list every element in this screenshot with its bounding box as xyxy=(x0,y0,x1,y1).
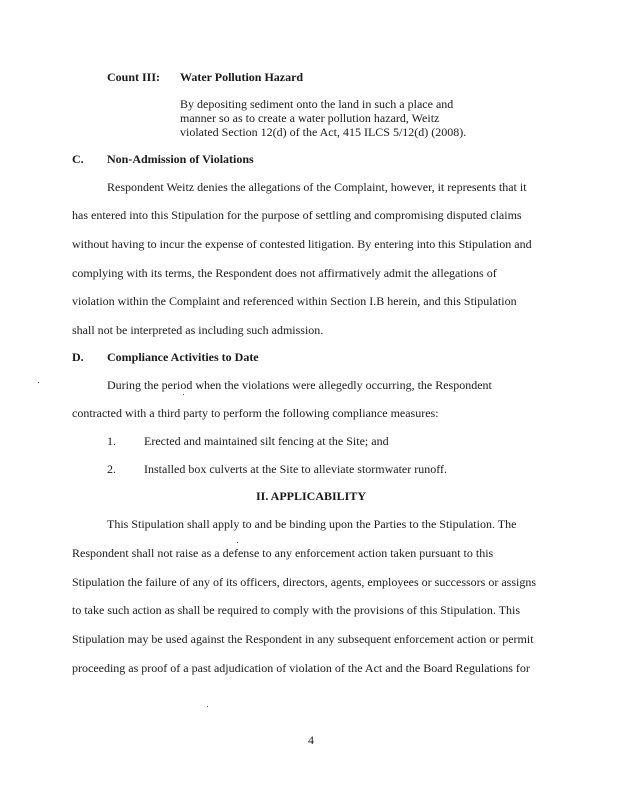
section-c-line: shall not be interpreted as including such admission. xyxy=(72,323,324,337)
section-ii-line: Stipulation the failure of any of its officers, directors, agents, employees or successors or assigns xyxy=(72,575,536,589)
scan-speck xyxy=(38,382,39,383)
list-item-number: 2. xyxy=(107,462,116,476)
list-item-number: 1. xyxy=(107,434,116,448)
section-ii-line: Stipulation may be used against the Respondent in any subsequent enforcement action or permit xyxy=(72,632,534,646)
count-label: Count III: xyxy=(107,70,161,84)
section-c-line: without having to incur the expense of contested litigation. By entering into this Stipulation and xyxy=(72,237,532,251)
section-ii-line: proceeding as proof of a past adjudication of violation of the Act and the Board Regulations for xyxy=(72,661,530,675)
section-ii-line: This Stipulation shall apply to and be binding upon the Parties to the Stipulation. The xyxy=(107,517,517,531)
section-ii-line: to take such action as shall be required to comply with the provisions of this Stipulation. This xyxy=(72,603,521,617)
scan-speck xyxy=(207,706,208,707)
list-item-text: Installed box culverts at the Site to alleviate stormwater runoff. xyxy=(144,462,448,476)
section-d-letter: D. xyxy=(72,350,84,364)
list-item-text: Erected and maintained silt fencing at the Site; and xyxy=(144,434,389,448)
scan-speck xyxy=(237,542,238,543)
count-body-line: violated Section 12(d) of the Act, 415 ILCS 5/12(d) (2008). xyxy=(180,125,467,139)
section-c-line: violation within the Complaint and referenced within Section I.B herein, and this Stipulation xyxy=(72,294,517,308)
count-body-line: manner so as to create a water pollution hazard, Weitz xyxy=(180,111,440,125)
section-d-heading: Compliance Activities to Date xyxy=(107,350,259,364)
section-c-line: Respondent Weitz denies the allegations of the Complaint, however, it represents that it xyxy=(107,180,527,194)
section-c-letter: C. xyxy=(72,152,84,166)
page-number: 4 xyxy=(308,733,314,747)
section-c-line: complying with its terms, the Respondent does not affirmatively admit the allegations of xyxy=(72,266,497,280)
section-c-heading: Non-Admission of Violations xyxy=(107,152,254,166)
section-d-line: During the period when the violations were allegedly occurring, the Respondent xyxy=(107,378,492,392)
count-body-line: By depositing sediment onto the land in such a place and xyxy=(180,97,454,111)
section-ii-heading: II. APPLICABILITY xyxy=(255,489,367,503)
section-d-line: contracted with a third party to perform the following compliance measures: xyxy=(72,406,439,420)
section-ii-line: Respondent shall not raise as a defense to any enforcement action taken pursuant to this xyxy=(72,546,494,560)
section-c-line: has entered into this Stipulation for the purpose of settling and compromising disputed claims xyxy=(72,208,522,222)
scan-speck xyxy=(183,394,184,395)
count-title: Water Pollution Hazard xyxy=(180,70,304,84)
